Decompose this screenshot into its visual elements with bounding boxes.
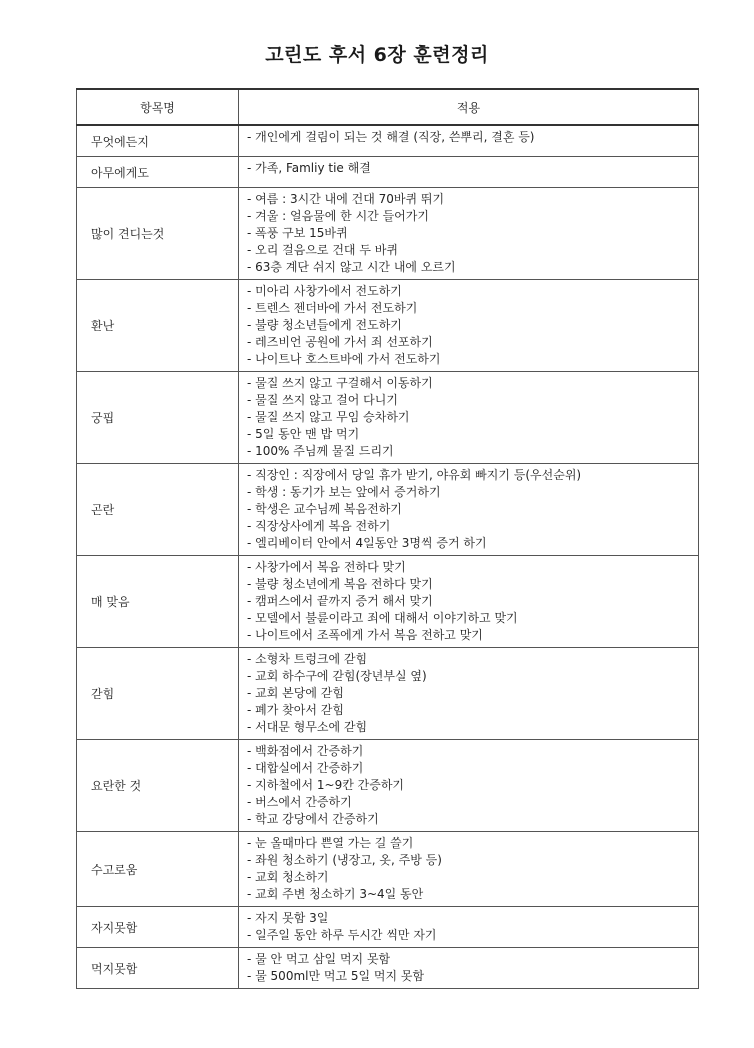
row-label: 갇힘 xyxy=(77,648,239,740)
row-label: 많이 견디는것 xyxy=(77,188,239,280)
list-item: - 직장인 : 직장에서 당일 휴가 받기, 야유회 빠지기 등(우선순위) xyxy=(247,468,582,482)
table-row xyxy=(77,464,699,556)
list-item: - 사창가에서 복음 전하다 맞기 xyxy=(247,560,406,574)
list-item: - 대합실에서 간증하기 xyxy=(247,761,364,775)
row-items xyxy=(239,188,699,280)
row-label: 궁핍 xyxy=(77,372,239,464)
table-row xyxy=(77,125,699,157)
row-items xyxy=(239,907,699,948)
row-items xyxy=(239,556,699,648)
list-item: - 가족, Famliy tie 해결 xyxy=(247,161,371,175)
list-item: - 63층 계단 쉬지 않고 시간 내에 오르기 xyxy=(247,260,456,274)
list-item: - 겨울 : 얼음물에 한 시간 들어가기 xyxy=(247,209,429,223)
list-item: - 물 500ml만 먹고 5일 먹지 못함 xyxy=(247,969,425,983)
list-item: - 버스에서 간증하기 xyxy=(247,795,352,809)
list-item: - 눈 올때마다 쁜열 가는 길 쓸기 xyxy=(247,836,414,850)
row-label: 무엇에든지 xyxy=(77,125,239,157)
table-row xyxy=(77,188,699,280)
list-item: - 캠퍼스에서 끝까지 증거 해서 맞기 xyxy=(247,594,433,608)
list-item: - 폐가 찾아서 갇힘 xyxy=(247,703,344,717)
list-item: - 지하철에서 1~9칸 간증하기 xyxy=(247,778,405,792)
list-item: - 자지 못함 3일 xyxy=(247,911,329,925)
list-item: - 소형차 트렁크에 갇힘 xyxy=(247,652,368,666)
list-item: - 직장상사에게 복음 전하기 xyxy=(247,519,391,533)
row-label: 아무에게도 xyxy=(77,157,239,188)
list-item: - 레즈비언 공원에 가서 죄 선포하기 xyxy=(247,335,433,349)
row-label: 환난 xyxy=(77,280,239,372)
list-item: - 엘리베이터 안에서 4일동안 3명씩 증거 하기 xyxy=(247,536,487,550)
list-item: - 물 안 먹고 삼일 먹지 못함 xyxy=(247,952,391,966)
header-item-name: 항목명 xyxy=(77,89,239,125)
table-row xyxy=(77,740,699,832)
row-items xyxy=(239,464,699,556)
table-row xyxy=(77,556,699,648)
table-row xyxy=(77,948,699,989)
list-item: - 나이트에서 조폭에게 가서 복음 전하고 맞기 xyxy=(247,628,483,642)
table-row xyxy=(77,907,699,948)
table-header-row xyxy=(77,89,699,125)
table-row xyxy=(77,832,699,907)
list-item: - 불량 청소년에게 복음 전하다 맞기 xyxy=(247,577,433,591)
list-item: - 물질 쓰지 않고 걸어 다니기 xyxy=(247,393,398,407)
row-items xyxy=(239,157,699,188)
list-item: - 미아리 사창가에서 전도하기 xyxy=(247,284,402,298)
list-item: - 서대문 형무소에 갇힘 xyxy=(247,720,368,734)
row-label: 먹지못함 xyxy=(77,948,239,989)
list-item: - 학생 : 동기가 보는 앞에서 증거하기 xyxy=(247,485,441,499)
list-item: - 교회 하수구에 갇힘(장년부실 옆) xyxy=(247,669,427,683)
row-items xyxy=(239,832,699,907)
list-item: - 폭풍 구보 15바퀴 xyxy=(247,226,348,240)
row-label: 요란한 것 xyxy=(77,740,239,832)
list-item: - 교회 주변 청소하기 3~4일 동안 xyxy=(247,887,424,901)
list-item: - 모델에서 불륜이라고 죄에 대해서 이야기하고 맞기 xyxy=(247,611,518,625)
training-table xyxy=(76,88,699,989)
list-item: - 나이트나 호스트바에 가서 전도하기 xyxy=(247,352,441,366)
list-item: - 학교 강당에서 간증하기 xyxy=(247,812,379,826)
list-item: - 불량 청소년들에게 전도하기 xyxy=(247,318,402,332)
list-item: - 좌원 청소하기 (냉장고, 옷, 주방 등) xyxy=(247,853,442,867)
row-label: 수고로움 xyxy=(77,832,239,907)
table-row xyxy=(77,648,699,740)
row-label: 매 맞음 xyxy=(77,556,239,648)
header-application: 적용 xyxy=(239,89,699,125)
list-item: - 100% 주님께 물질 드리기 xyxy=(247,444,394,458)
list-item: - 일주일 동안 하루 두시간 씩만 자기 xyxy=(247,928,437,942)
table-row xyxy=(77,157,699,188)
list-item: - 트렌스 젠더바에 가서 전도하기 xyxy=(247,301,418,315)
list-item: - 여름 : 3시간 내에 건대 70바퀴 뛰기 xyxy=(247,192,445,206)
list-item: - 물질 쓰지 않고 구걸해서 이동하기 xyxy=(247,376,433,390)
row-label: 자지못함 xyxy=(77,907,239,948)
row-items xyxy=(239,740,699,832)
list-item: - 5일 동안 맨 밥 먹기 xyxy=(247,427,360,441)
list-item: - 학생은 교수님께 복음전하기 xyxy=(247,502,402,516)
list-item: - 백화점에서 간증하기 xyxy=(247,744,364,758)
table-body xyxy=(77,125,699,989)
list-item: - 오리 걸음으로 건대 두 바퀴 xyxy=(247,243,398,257)
table-row xyxy=(77,372,699,464)
row-items xyxy=(239,280,699,372)
table-row xyxy=(77,280,699,372)
list-item: - 교회 본당에 갇힘 xyxy=(247,686,344,700)
row-items xyxy=(239,948,699,989)
list-item: - 물질 쓰지 않고 무임 승차하기 xyxy=(247,410,410,424)
row-label: 곤란 xyxy=(77,464,239,556)
list-item: - 교회 청소하기 xyxy=(247,870,329,884)
row-items xyxy=(239,125,699,157)
row-items xyxy=(239,648,699,740)
row-items xyxy=(239,372,699,464)
list-item: - 개인에게 걸림이 되는 것 해결 (직장, 쓴뿌리, 결혼 등) xyxy=(247,130,535,144)
page-title: 고린도 후서 6장 훈련정리 xyxy=(265,44,489,66)
